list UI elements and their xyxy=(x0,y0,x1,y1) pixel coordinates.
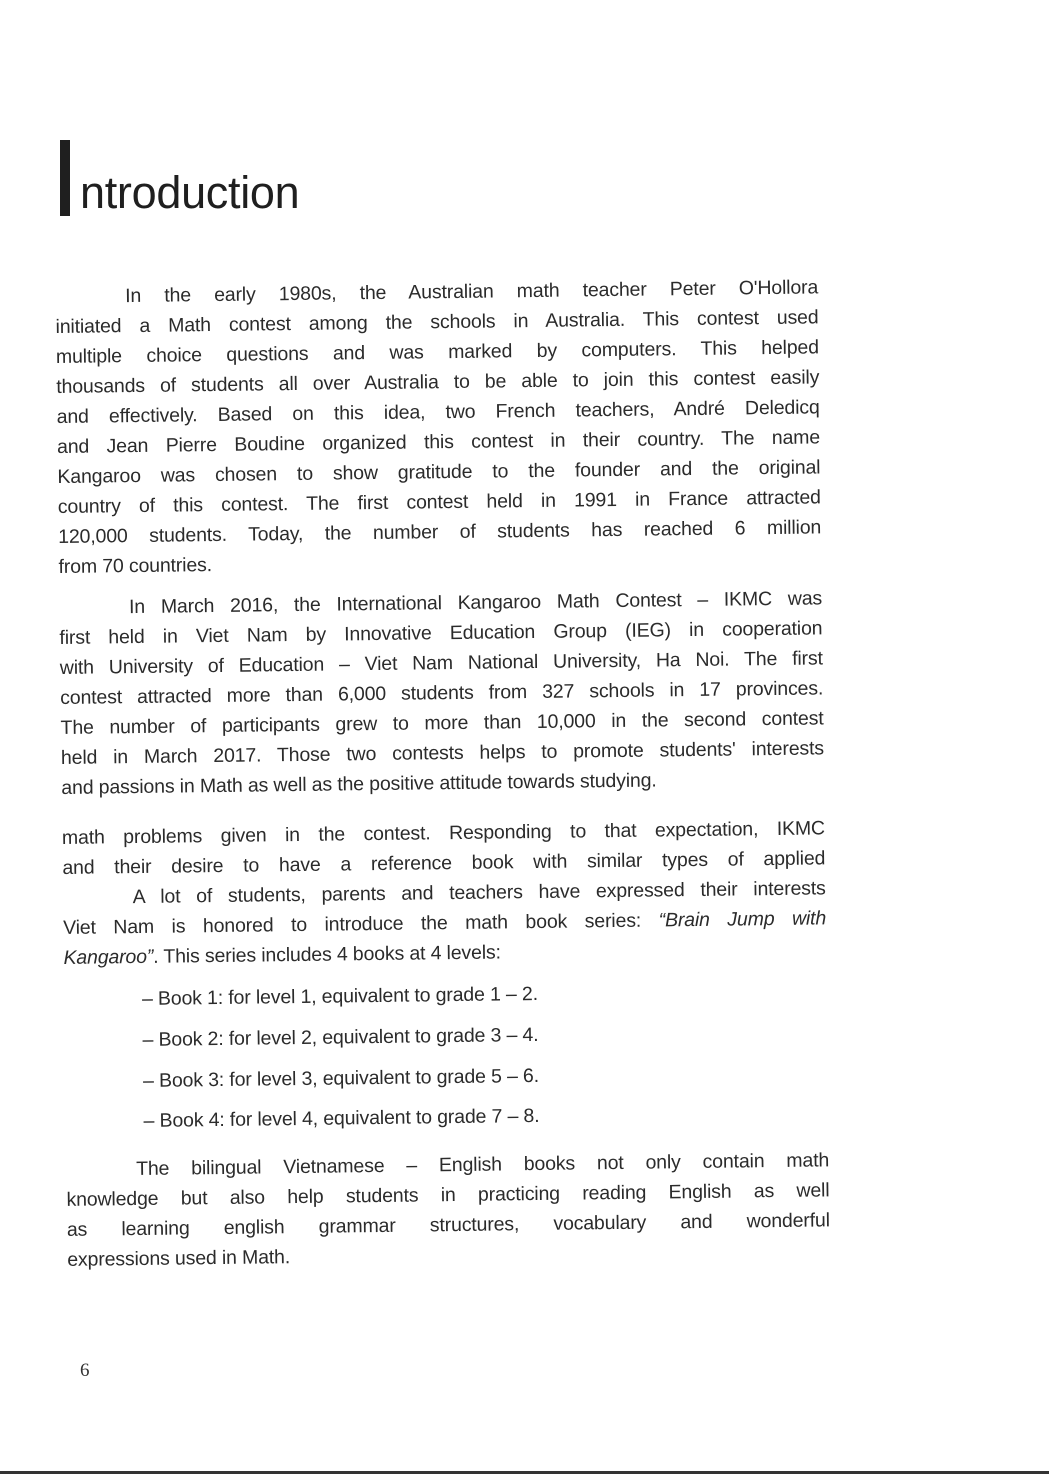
text-line: Kangaroo was chosen to show gratitude to the founder and the original xyxy=(57,456,821,488)
text-line: The number of participants grew to more than 10,000 in the second contest xyxy=(60,707,824,739)
title-initial-bar xyxy=(60,140,70,216)
book-title-italic: Kangaroo” xyxy=(63,945,154,969)
text-line: country of this contest. The first contest held in 1991 in France attracted xyxy=(57,486,821,518)
text-line: thousands of students all over Australia to be able to join this contest easily xyxy=(56,366,820,398)
list-item-book-3: – Book 3: for level 3, equivalent to grade 5 – 6. xyxy=(142,1064,540,1092)
paragraph-bilingual xyxy=(66,1145,830,1275)
list-item-book-4: – Book 4: for level 4, equivalent to grade 7 – 8. xyxy=(143,1104,540,1132)
text-line: In March 2016, the International Kangaroo Math Contest – IKMC was xyxy=(128,587,823,619)
text-span: . This series includes 4 books at 4 levels: xyxy=(153,941,501,968)
page-number: 6 xyxy=(80,1360,90,1381)
paragraph-ikmc-vietnam xyxy=(59,583,825,803)
text-line: knowledge but also help students in practicing reading English as well xyxy=(66,1179,830,1211)
text-line: with University of Education – Viet Nam National University, Ha Noi. The first xyxy=(59,647,823,679)
text-line: initiated a Math contest among the schools in Australia. This contest used xyxy=(55,306,819,338)
text-span: Viet Nam is honored to introduce the math book series: xyxy=(62,909,659,939)
text-line: The bilingual Vietnamese – English books not only contain math xyxy=(136,1149,830,1181)
body-text xyxy=(55,272,831,1282)
book-title-italic: “Brain Jump with xyxy=(658,907,827,932)
list-item-book-1: – Book 1: for level 1, equivalent to grade 1 – 2. xyxy=(141,982,539,1010)
paragraph-history xyxy=(55,272,822,582)
text-line: and their desire to have a reference book with similar types of applied xyxy=(62,847,826,879)
page-edge-line xyxy=(0,1471,1049,1474)
text-line: from 70 countries. xyxy=(58,554,213,578)
text-line: as learning english grammar structures, vocabulary and wonderful xyxy=(66,1209,830,1241)
list-item-book-2: – Book 2: for level 2, equivalent to grade 3 – 4. xyxy=(142,1023,539,1051)
text-line: contest attracted more than 6,000 students from 327 schools in 17 provinces. xyxy=(60,677,824,709)
text-line: multiple choice questions and was marked by computers. This helped xyxy=(55,336,820,368)
text-line: 120,000 students. Today, the number of students has reached 6 million xyxy=(58,516,822,548)
text-line: held in March 2017. Those two contests helps to promote students' interests xyxy=(60,737,825,769)
text-line: math problems given in the contest. Responding to that expectation, IKMC xyxy=(61,817,826,849)
page-title: ntroduction xyxy=(80,167,300,218)
text-line: expressions used in Math. xyxy=(67,1246,291,1271)
text-line: A lot of students, parents and teachers have expressed their interests xyxy=(132,877,826,909)
paragraph-book-series xyxy=(62,813,827,973)
text-line: and effectively. Based on this idea, two French teachers, André Deledicq xyxy=(56,396,820,428)
text-line: In the early 1980s, the Australian math teacher Peter O'Hollora xyxy=(125,276,819,308)
text-line: and Jean Pierre Boudine organized this contest in their country. The name xyxy=(56,426,821,458)
text-line: and passions in Math as well as the positive attitude towards studying. xyxy=(61,769,657,799)
text-line: first held in Viet Nam by Innovative Education Group (IEG) in cooperation xyxy=(59,617,823,649)
